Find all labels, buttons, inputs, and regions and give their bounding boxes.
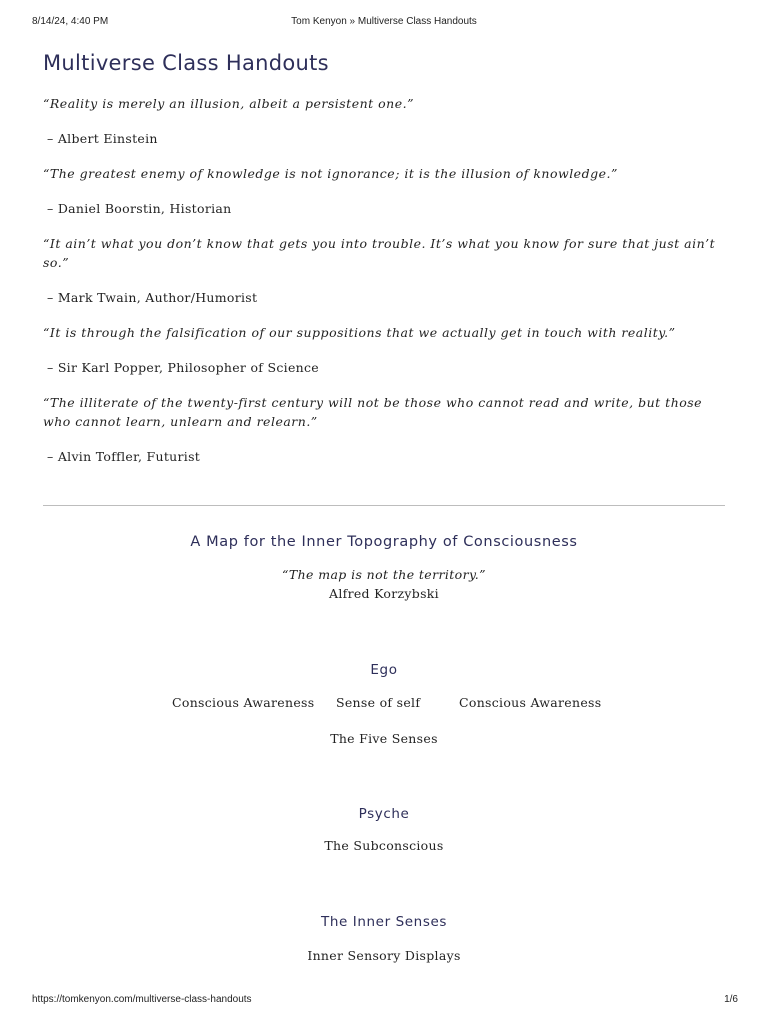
article-content <box>43 48 725 482</box>
quote-attribution: – Albert Einstein <box>47 131 158 146</box>
quote-text: “The greatest enemy of knowledge is not ignorance; it is the illusion of knowledge.” <box>43 166 618 181</box>
ego-center-label: Sense of self <box>336 695 421 710</box>
map-quote-author: Alfred Korzybski <box>329 586 439 601</box>
psyche-label: The Subconscious <box>324 838 444 853</box>
print-url: https://tomkenyon.com/multiverse-class-handouts <box>32 994 252 1005</box>
print-page-title: Tom Kenyon » Multiverse Class Handouts <box>291 16 477 27</box>
ego-below-label: The Five Senses <box>330 731 438 746</box>
quote-text: “It ain’t what you don’t know that gets you into trouble. It’s what you know for sure that just ain’t so.” <box>43 236 716 270</box>
quote-text: “Reality is merely an illusion, albeit a persistent one.” <box>43 96 414 111</box>
quote-attribution: – Alvin Toffler, Futurist <box>47 449 201 464</box>
quote-text: “It is through the falsification of our suppositions that we actually get in touch with reality.” <box>43 325 676 340</box>
ego-heading: Ego <box>370 662 398 678</box>
print-date: 8/14/24, 4:40 PM <box>32 16 109 27</box>
page-title: Multiverse Class Handouts <box>43 51 329 75</box>
quote-attribution: – Sir Karl Popper, Philosopher of Science <box>47 360 320 375</box>
quote-attribution: – Daniel Boorstin, Historian <box>47 201 232 216</box>
ego-right-label: Conscious Awareness <box>459 695 602 710</box>
quotes-list <box>43 94 725 466</box>
section-divider <box>43 505 725 506</box>
map-quote: “The map is not the territory.” <box>282 567 486 582</box>
map-intro <box>0 530 768 603</box>
quote-attribution: – Mark Twain, Author/Humorist <box>47 290 258 305</box>
map-title: A Map for the Inner Topography of Consciousness <box>190 534 578 550</box>
print-header <box>0 16 768 30</box>
print-footer <box>0 994 768 1008</box>
psyche-heading: Psyche <box>358 806 410 822</box>
quote-text: “The illiterate of the twenty-first century will not be those who cannot read and write, but those who cannot learn, unlearn and relearn.” <box>43 395 703 429</box>
print-page-number: 1/6 <box>724 994 738 1005</box>
inner-senses-heading: The Inner Senses <box>320 914 448 930</box>
ego-left-label: Conscious Awareness <box>172 695 315 710</box>
inner-senses-label: Inner Sensory Displays <box>307 948 461 963</box>
